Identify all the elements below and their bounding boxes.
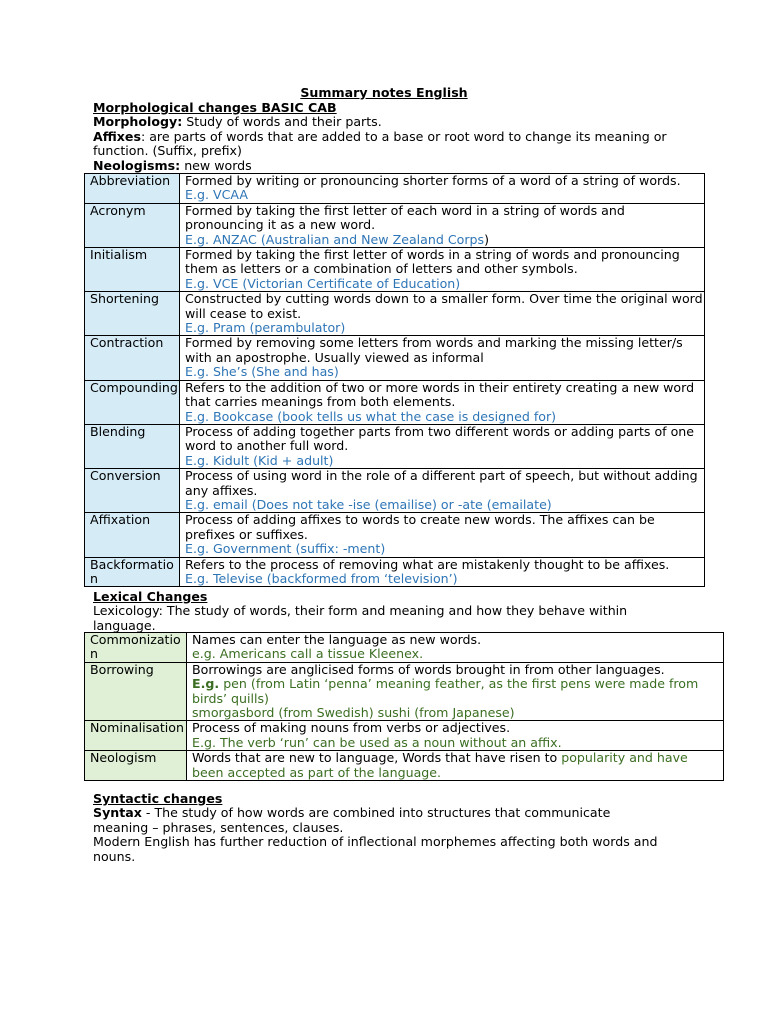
row-term: Backformation	[85, 557, 180, 587]
row-definition	[180, 248, 705, 292]
table-row	[85, 513, 705, 557]
row-term: Commonization	[85, 633, 187, 663]
example-text: E.g. Bookcase (book tells us what the case is designed for)	[185, 408, 557, 424]
table-row	[85, 721, 724, 751]
row-example	[185, 321, 704, 335]
row-term: Nominalisation	[85, 721, 187, 751]
example-text: pen (from Latin ‘penna’ meaning feather, as the first pens were made from birds’ quills)	[192, 676, 699, 706]
morphological-heading: Morphological changes BASIC CAB	[93, 100, 337, 115]
row-def-text: Process of adding affixes to words to create new words. The affixes can be prefixes or suffixes.	[185, 512, 655, 542]
row-definition	[180, 513, 705, 557]
row-def-text: Formed by taking the first letter of words in a string of words and pronouncing them as letters or a combination of letters and other symbols.	[185, 247, 680, 277]
table-row	[85, 662, 724, 721]
row-definition	[180, 174, 705, 204]
row-term: Abbreviation	[85, 174, 180, 204]
example-tail: )	[484, 231, 490, 247]
row-def-text: Names can enter the language as new words.	[192, 632, 482, 647]
row-example: E.g. The verb ‘run’ can be used as a noun without an affix.	[192, 734, 562, 750]
row-term: Conversion	[85, 469, 180, 513]
morphological-table-body	[85, 174, 705, 587]
row-def-text: Words that are new to language, Words that have risen to	[192, 750, 562, 766]
lexical-table-body	[85, 633, 724, 781]
eg-label: E.g.	[192, 676, 220, 692]
row-example	[185, 454, 704, 468]
row-example	[185, 572, 704, 586]
row-definition	[180, 336, 705, 380]
row-example: popularity and have been accepted as part of the language.	[192, 750, 688, 780]
row-term: Initialism	[85, 248, 180, 292]
row-def-text: Formed by writing or pronouncing shorter forms of a word of a string of words.	[185, 173, 681, 188]
lexical-table	[84, 632, 724, 781]
table-row	[85, 557, 705, 587]
row-def-text: Process of adding together parts from two different words or adding parts of one word to another full word.	[185, 423, 695, 454]
example-text: E.g. She’s (She and has)	[185, 364, 339, 380]
syntax-term: Syntax	[93, 805, 142, 821]
lexicology-intro: Lexicology: The study of words, their form and meaning and how they behave within language.	[93, 603, 628, 633]
neologisms-term: Neologisms:	[93, 157, 181, 173]
row-def-text: Borrowings are anglicised forms of words brought in from other languages.	[192, 661, 665, 677]
row-def-text: Formed by taking the first letter of each word in a string of words and pronouncing it as a new word.	[185, 202, 625, 233]
affixes-def: : are parts of words that are added to a base or root word to change its meaning or function. (Suffix, prefix)	[93, 128, 667, 159]
row-example: e.g. Americans call a tissue Kleenex.	[192, 646, 424, 662]
table-row	[85, 469, 705, 513]
row-example-2: smorgasbord (from Swedish) sushi (from Japanese)	[192, 705, 515, 721]
syntax-def: - The study of how words are combined into structures that communicate meaning – phrases, sentences, clauses.	[93, 805, 611, 835]
row-example	[185, 188, 704, 202]
table-row	[85, 424, 705, 468]
example-text: E.g. Pram (perambulator)	[185, 320, 346, 336]
row-definition	[180, 469, 705, 513]
row-def-text: Constructed by cutting words down to a smaller form. Over time the original word will cease to exist.	[185, 291, 703, 321]
table-row	[85, 292, 705, 336]
row-def-text: Refers to the process of removing what are mistakenly thought to be affixes.	[185, 556, 670, 572]
table-row	[85, 248, 705, 292]
row-def-text: Process of making nouns from verbs or adjectives.	[192, 720, 511, 736]
row-term: Borrowing	[85, 662, 187, 721]
example-text: E.g. Government (suffix: -ment)	[185, 541, 386, 557]
table-row	[85, 380, 705, 424]
example-text: E.g. ANZAC (Australian and New Zealand Corps	[185, 231, 485, 247]
syntactic-section	[93, 792, 693, 864]
table-row	[85, 633, 724, 663]
neologisms-line	[93, 159, 693, 173]
row-definition	[187, 751, 724, 781]
lexical-heading: Lexical Changes	[93, 589, 208, 604]
lexical-section	[93, 590, 693, 633]
morphology-term: Morphology:	[93, 114, 183, 130]
example-text: E.g. VCAA	[185, 187, 248, 203]
table-row	[85, 174, 705, 204]
table-row	[85, 203, 705, 247]
syntax-line	[93, 806, 633, 835]
row-example	[185, 277, 704, 291]
modern-english-line: Modern English has further reduction of inflectional morphemes affecting both words and nouns.	[93, 834, 658, 864]
row-term: Affixation	[85, 513, 180, 557]
row-example	[185, 542, 704, 556]
row-def-text: Process of using word in the role of a different part of speech, but without adding any affixes.	[185, 468, 698, 498]
row-definition	[187, 633, 724, 663]
row-definition	[180, 380, 705, 424]
row-example	[185, 233, 704, 247]
row-term: Acronym	[85, 203, 180, 247]
row-example	[185, 498, 704, 512]
syntactic-heading: Syntactic changes	[93, 791, 223, 806]
example-text: E.g. email (Does not take -ise (emailise) or -ate (emailate)	[185, 496, 552, 512]
morphological-table	[84, 173, 705, 587]
row-example	[192, 677, 723, 706]
row-term: Compounding	[85, 380, 180, 424]
table-row	[85, 336, 705, 380]
row-def-text: Refers to the addition of two or more words in their entirety creating a new word that carries meanings from both elements.	[185, 379, 695, 410]
example-text: E.g. Kidult (Kid + adult)	[185, 452, 334, 468]
row-definition	[180, 424, 705, 468]
morphology-line	[93, 115, 693, 129]
row-definition	[187, 721, 724, 751]
row-definition	[180, 292, 705, 336]
page-title: Summary notes English	[300, 85, 468, 100]
row-term: Shortening	[85, 292, 180, 336]
row-example	[185, 365, 704, 379]
row-definition	[187, 662, 724, 721]
row-definition	[180, 557, 705, 587]
morphology-def: Study of words and their parts.	[182, 114, 382, 130]
table-row	[85, 751, 724, 781]
neologisms-def: new words	[180, 157, 252, 173]
example-text: E.g. Televise (backformed from ‘television’)	[185, 570, 458, 586]
row-term: Contraction	[85, 336, 180, 380]
affixes-line	[93, 130, 673, 159]
morphology-intro	[93, 101, 693, 173]
row-definition	[180, 203, 705, 247]
row-example	[185, 410, 704, 424]
affixes-term: Affixes	[93, 128, 141, 144]
row-term: Blending	[85, 424, 180, 468]
row-term: Neologism	[85, 751, 187, 781]
row-def-text: Formed by removing some letters from words and marking the missing letter/s with an apostrophe. Usually viewed as informal	[185, 335, 683, 365]
example-text: E.g. VCE (Victorian Certificate of Education)	[185, 275, 461, 291]
